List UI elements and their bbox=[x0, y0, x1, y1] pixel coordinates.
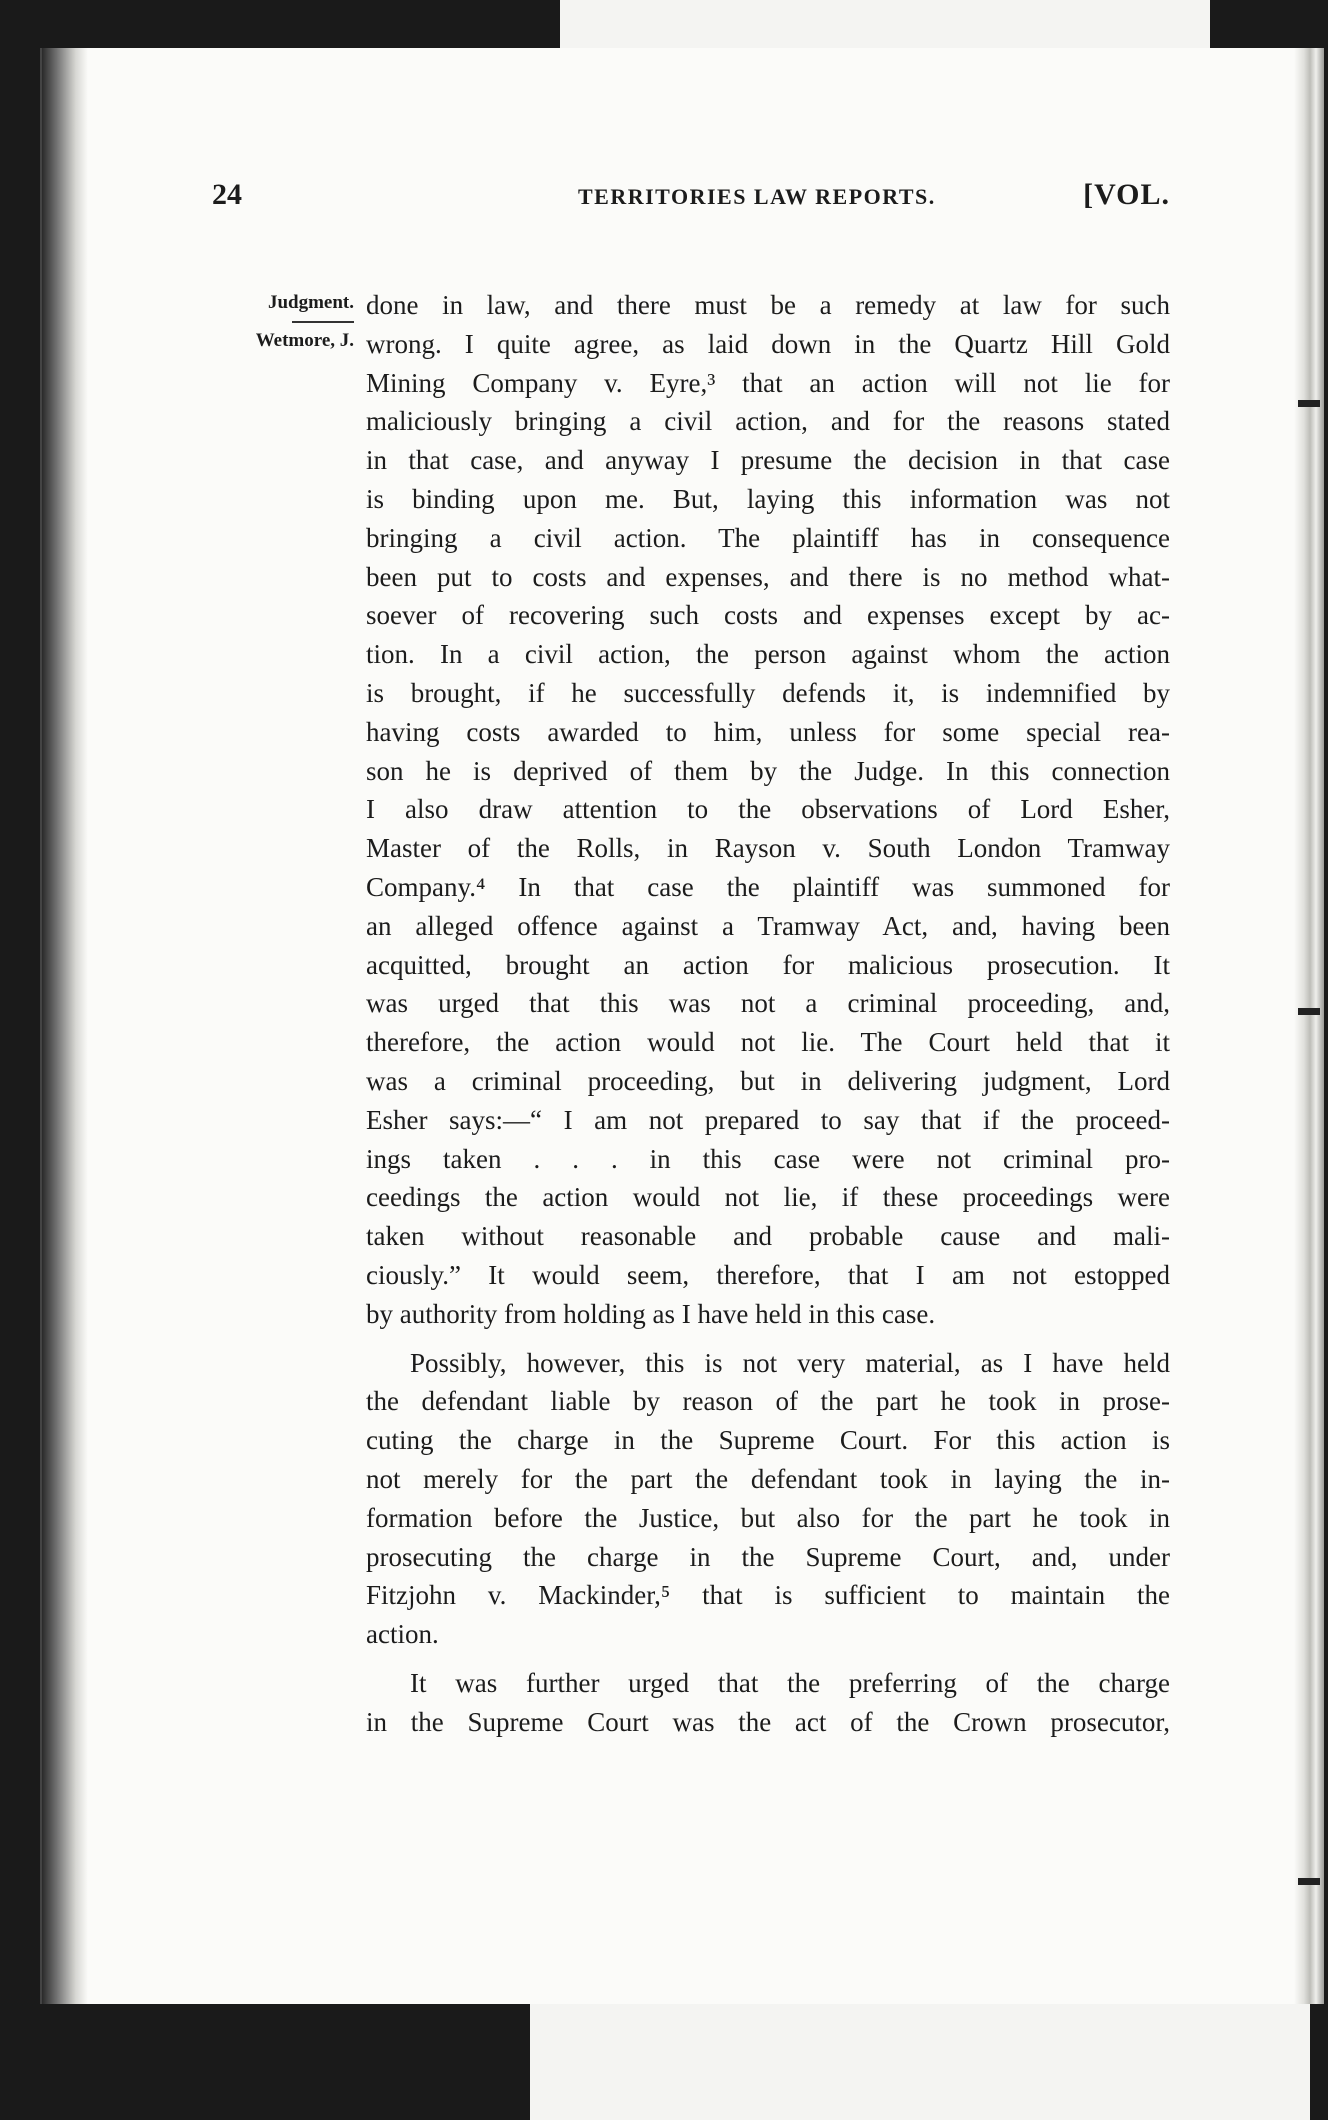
page-edge bbox=[1294, 48, 1324, 2004]
text-line: therefore, the action would not lie. The Court held that it bbox=[366, 1027, 1170, 1058]
running-head: TERRITORIES LAW REPORTS. bbox=[578, 184, 936, 209]
text-line: prosecuting the charge in the Supreme Court, and, under bbox=[366, 1541, 1170, 1572]
text-line: cuting the charge in the Supreme Court. For this action is bbox=[366, 1425, 1170, 1456]
text-line: Mining Company v. Eyre,³ that an action will not lie for bbox=[366, 367, 1170, 398]
text-line: in that case, and anyway I presume the decision in that case bbox=[366, 445, 1170, 476]
page-gutter-shadow bbox=[42, 48, 88, 2004]
text-line: the defendant liable by reason of the part he took in prose- bbox=[366, 1386, 1170, 1417]
text-line: having costs awarded to him, unless for some special rea- bbox=[366, 716, 1170, 747]
text-line: I also draw attention to the observations of Lord Esher, bbox=[366, 794, 1170, 825]
text-line: not merely for the part the defendant took in laying the in- bbox=[366, 1463, 1170, 1494]
text-line: wrong. I quite agree, as laid down in the Quartz Hill Gold bbox=[366, 328, 1170, 359]
text-line: acquitted, brought an action for malicious prosecution. It bbox=[366, 949, 1170, 980]
margin-note-judge: Wetmore, J. bbox=[255, 330, 354, 351]
margin-note-judgment: Judgment. bbox=[267, 292, 354, 313]
text-line: soever of recovering such costs and expenses except by ac- bbox=[366, 600, 1170, 631]
margin-divider bbox=[292, 321, 354, 323]
text-line: by authority from holding as I have held in this case. bbox=[366, 1298, 936, 1329]
volume-marker: [VOL. bbox=[1083, 178, 1170, 211]
text-line: formation before the Justice, but also for the part he took in bbox=[366, 1502, 1170, 1533]
page-edge-tab bbox=[1298, 1878, 1320, 1885]
text-line: son he is deprived of them by the Judge. In this connection bbox=[366, 755, 1170, 786]
text-line: ciously.” It would seem, therefore, that I am not estopped bbox=[366, 1259, 1170, 1290]
text-line: done in law, and there must be a remedy at law for such bbox=[366, 290, 1170, 320]
text-line: tion. In a civil action, the person against whom the action bbox=[366, 639, 1170, 670]
text-line: taken without reasonable and probable cause and mali- bbox=[366, 1221, 1170, 1252]
text-line: Company.⁴ In that case the plaintiff was summoned for bbox=[366, 871, 1170, 902]
text-line: is binding upon me. But, laying this information was not bbox=[366, 483, 1170, 514]
text-line: been put to costs and expenses, and there is no method what- bbox=[366, 561, 1170, 592]
text-line: bringing a civil action. The plaintiff has in consequence bbox=[366, 522, 1170, 553]
text-line: Possibly, however, this is not very material, as I have held bbox=[410, 1347, 1170, 1378]
page-number: 24 bbox=[212, 178, 242, 211]
bottom-paper-slip bbox=[530, 2000, 1310, 2120]
text-line: in the Supreme Court was the act of the Crown prosecutor, bbox=[366, 1706, 1170, 1737]
text-line: Fitzjohn v. Mackinder,⁵ that is sufficient to maintain the bbox=[366, 1580, 1170, 1611]
body-text bbox=[366, 286, 1170, 1741]
text-line: is brought, if he successfully defends it, is indemnified by bbox=[366, 677, 1170, 708]
text-line: action. bbox=[366, 1619, 439, 1650]
text-line: ceedings the action would not lie, if these proceedings were bbox=[366, 1182, 1170, 1213]
margin-notes bbox=[212, 288, 354, 356]
text-line: ings taken . . . in this case were not criminal pro- bbox=[366, 1143, 1170, 1174]
page-header bbox=[212, 168, 1192, 238]
text-line: an alleged offence against a Tramway Act, and, having been bbox=[366, 910, 1170, 941]
text-line: Master of the Rolls, in Rayson v. South London Tramway bbox=[366, 833, 1170, 864]
text-line: It was further urged that the preferring of the charge bbox=[410, 1667, 1170, 1698]
text-line: was urged that this was not a criminal proceeding, and, bbox=[366, 988, 1170, 1019]
page-edge-tab bbox=[1298, 400, 1320, 407]
text-line: Esher says:—“ I am not prepared to say that if the proceed- bbox=[366, 1104, 1170, 1135]
page-edge-tab bbox=[1298, 1008, 1320, 1015]
text-line: maliciously bringing a civil action, and for the reasons stated bbox=[366, 406, 1170, 437]
text-line: was a criminal proceeding, but in delivering judgment, Lord bbox=[366, 1065, 1170, 1096]
